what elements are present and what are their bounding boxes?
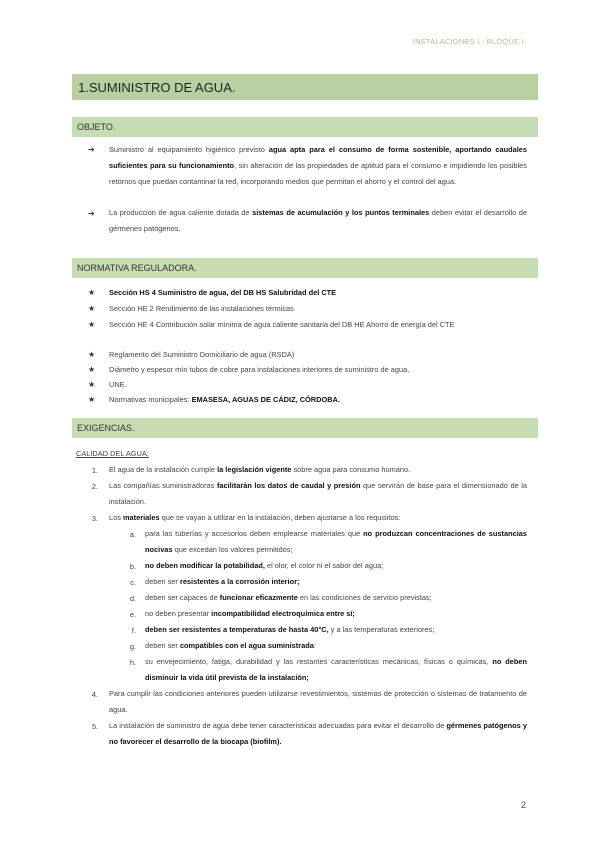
objeto-paragraph-2: La producción de agua caliente dotada de sistemas de acumulación y los puntos terminales deben evitar el desarrollo de gérmenes patógenos. xyxy=(109,208,527,233)
requisito-item: su envejecimiento, fatiga, durabilidad y las restantes características mecánicas, físicas o químicas, no deben disminuir la vida útil prevista de la instalación; xyxy=(145,657,527,682)
exigencia-item: Para cumplir las condiciones anteriores pueden utilizarse revestimientos, sistemas de protección o sistemas de tratamiento de agua. xyxy=(109,689,527,714)
requisito-item: deben ser compatibles con el agua suministrada: xyxy=(145,641,316,650)
chapter-title: 1.SUMINISTRO DE AGUA. xyxy=(78,80,236,95)
running-header: INSTALACIONES I - BLOQUE I. xyxy=(412,37,526,46)
requisito-item: deben ser resistentes a la corrosión interior; xyxy=(145,577,300,586)
star-bullet-icon: ★ xyxy=(88,350,96,359)
exigencia-item: El agua de la instalación cumple la legislación vigente sobre agua para consumo humano. xyxy=(109,465,411,474)
star-bullet-icon: ★ xyxy=(88,365,96,374)
section-objeto-bar xyxy=(72,117,538,137)
normativa-item: Diámetro y espesor mín tubos de cobre para instalaciones interiores de suministro de agua. xyxy=(109,365,410,374)
chapter-title-bar xyxy=(72,74,538,100)
exigencia-item: Los materiales que se vayan a utilizar en la instalación, deben ajustarse a los requisitos: xyxy=(109,513,401,522)
list-letter: d. xyxy=(129,594,136,603)
list-letter: e. xyxy=(129,610,136,619)
star-bullet-icon: ★ xyxy=(88,395,96,404)
section-normativa-title: NORMATIVA REGULADORA. xyxy=(77,263,197,273)
list-letter: c. xyxy=(130,578,136,587)
normativa-item: Reglamento del Suministro Domiciliario de agua (RSDA) xyxy=(109,350,295,359)
section-normativa-bar xyxy=(72,258,538,278)
exigencia-item: La instalación de suministro de agua debe tener características adecuadas para evitar el desarrollo de gérmenes patógenos y no favorecer el desarrollo de la biocapa (biofilm). xyxy=(109,721,527,746)
section-exigencias-title: EXIGENCIAS. xyxy=(77,423,135,433)
requisito-item: deben ser capaces de funcionar eficazmente en las condiciones de servicio previstas; xyxy=(145,593,432,602)
requisito-item: para las tuberías y accesorios deben emplearse materiales que no produzcan concentraciones de sustancias nocivas que excedan los valores permitidos; xyxy=(145,529,527,554)
star-bullet-icon: ★ xyxy=(88,304,96,313)
list-number: 3. xyxy=(91,514,98,523)
star-bullet-icon: ★ xyxy=(88,288,96,297)
normativa-item: Normativas municipales: EMASESA, AGUAS DE CÁDIZ, CÓRDOBA. xyxy=(109,395,340,404)
arrow-bullet-icon: ➔ xyxy=(88,145,95,154)
section-exigencias-bar xyxy=(72,418,538,438)
normativa-item: UNE. xyxy=(109,380,127,389)
requisito-item: no deben modificar la potabilidad, el olor, el color ni el sabor del agua; xyxy=(145,561,384,570)
list-letter: g. xyxy=(129,642,136,651)
list-number: 4. xyxy=(91,690,98,699)
star-bullet-icon: ★ xyxy=(88,380,96,389)
list-number: 5. xyxy=(91,722,98,731)
list-letter: f. xyxy=(131,626,136,635)
arrow-bullet-icon: ➔ xyxy=(88,209,95,218)
calidad-subtitle: CALIDAD DEL AGUA: xyxy=(76,449,149,458)
normativa-item: Sección HE 2 Rendimiento de las instalaciones térmicas xyxy=(109,304,294,313)
section-objeto-title: OBJETO. xyxy=(77,122,116,132)
list-letter: a. xyxy=(129,530,136,539)
list-number: 1. xyxy=(91,466,98,475)
exigencia-item: Las compañías suministradoras facilitarán los datos de caudal y presión que servirán de base para el dimensionado de la instalación. xyxy=(109,481,527,506)
list-number: 2. xyxy=(91,482,98,491)
normativa-item: Sección HS 4 Suministro de agua, del DB HS Salubridad del CTE xyxy=(109,288,337,297)
page-number: 2 xyxy=(520,800,526,810)
normativa-item: Sección HE 4 Contribución solar mínima de agua caliente sanitaria del DB HE Ahorro de energía del CTE xyxy=(109,320,455,329)
objeto-paragraph-1: Suministro al equipamiento higiénico previsto agua apta para el consumo de forma sostenible, aportando caudales suficientes para su funcionamiento, sin alteración de las propiedades de aptitud para el consumo e impidiendo los posibles retornos que puedan contaminar la red, incorporando medios que permitan el ahorro y el control del agua. xyxy=(109,145,527,186)
list-letter: b. xyxy=(129,562,136,571)
requisito-item: no deben presentar incompatibilidad electroquímica entre sí; xyxy=(145,609,355,618)
requisito-item: deben ser resistentes a temperaturas de hasta 40°C, y a las temperaturas exteriores; xyxy=(145,625,435,634)
star-bullet-icon: ★ xyxy=(88,320,96,329)
list-letter: h. xyxy=(129,658,136,667)
